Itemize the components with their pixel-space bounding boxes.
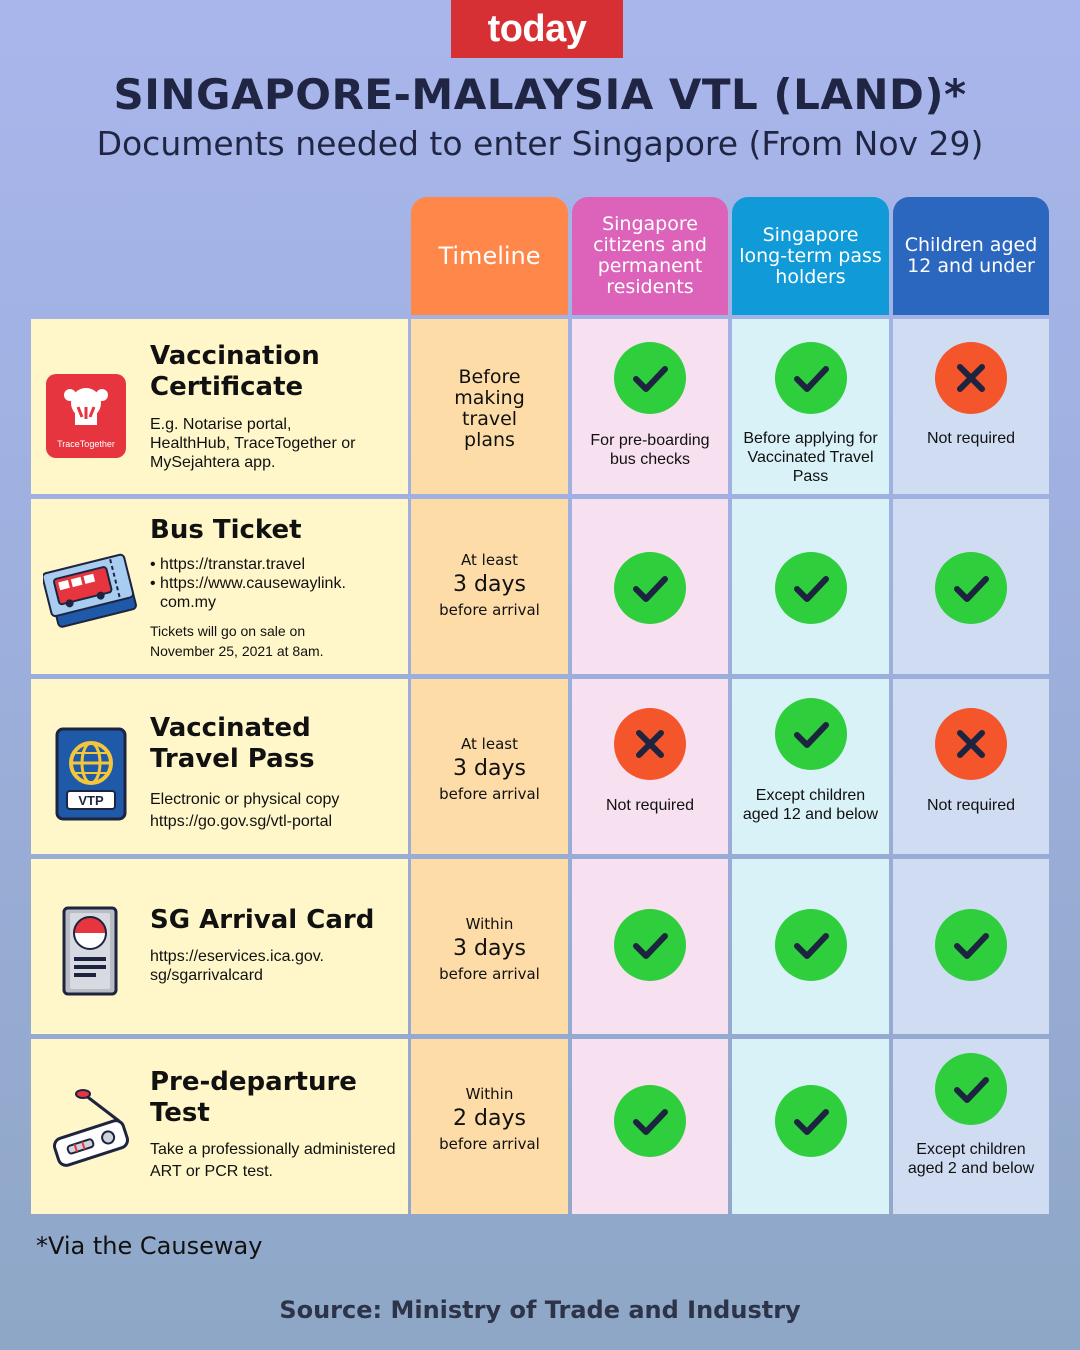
passport-icon bbox=[53, 725, 129, 823]
doc-description[interactable]: https://eservices.ica.gov. sg/sgarrivalcard bbox=[150, 948, 324, 984]
table-row-doc-vaccination-certificate bbox=[31, 319, 408, 494]
status-note: For pre-boarding bus checks bbox=[590, 432, 710, 468]
doc-description: Electronic or physical copy https://go.gov.sg/vtl-portal bbox=[150, 791, 340, 830]
table-row-doc-sg-arrival-card bbox=[31, 859, 408, 1034]
check-icon bbox=[935, 1053, 1007, 1125]
page-title: SINGAPORE-MALAYSIA VTL (LAND)* bbox=[113, 70, 967, 119]
table-cell-long-term-pass bbox=[732, 319, 889, 494]
check-icon bbox=[614, 909, 686, 981]
status-note: Before applying for Vaccinated Travel Pass bbox=[743, 430, 878, 485]
table-cell-children bbox=[893, 679, 1049, 854]
sg-arrival-card-icon bbox=[61, 905, 119, 997]
timeline-text: At least 3 days before arrival bbox=[439, 735, 540, 803]
header-citizens: Singapore citizens and permanent residents bbox=[572, 197, 728, 315]
table-cell-children bbox=[893, 499, 1049, 674]
check-icon bbox=[935, 909, 1007, 981]
doc-title: Pre-departure Test bbox=[150, 1067, 357, 1128]
cross-icon bbox=[614, 708, 686, 780]
header-children: Children aged 12 and under bbox=[893, 197, 1049, 315]
table-cell-long-term-pass bbox=[732, 499, 889, 674]
footnote: *Via the Causeway bbox=[36, 1232, 263, 1260]
check-icon bbox=[775, 342, 847, 414]
table-cell-timeline bbox=[411, 1039, 568, 1214]
check-icon bbox=[935, 552, 1007, 624]
status-note: Not required bbox=[926, 797, 1016, 814]
table-cell-timeline bbox=[411, 679, 568, 854]
table-row-doc-pre-departure-test bbox=[31, 1039, 408, 1214]
check-icon bbox=[775, 698, 847, 770]
table-cell-citizens bbox=[572, 319, 728, 494]
check-icon bbox=[775, 909, 847, 981]
test-kit-icon bbox=[49, 1085, 133, 1169]
doc-description: Take a professionally administered ART or PCR test. bbox=[150, 1141, 396, 1180]
table-cell-citizens bbox=[572, 859, 728, 1034]
table-cell-timeline bbox=[411, 859, 568, 1034]
today-logo: today bbox=[451, 0, 623, 58]
source-credit: Source: Ministry of Trade and Industry bbox=[279, 1296, 801, 1324]
timeline-text: Within 2 days before arrival bbox=[439, 1085, 540, 1153]
table-cell-citizens bbox=[572, 499, 728, 674]
cross-icon bbox=[935, 708, 1007, 780]
header-timeline: Timeline bbox=[411, 197, 568, 315]
link-causewaylink[interactable]: • https://www.causewaylink. bbox=[150, 575, 346, 592]
doc-description: Tickets will go on sale on November 25, 2021 at 8am. bbox=[150, 623, 324, 659]
check-icon bbox=[775, 552, 847, 624]
timeline-text: Before making travel plans bbox=[454, 366, 525, 451]
tracetogether-app-icon bbox=[45, 373, 127, 459]
link-transtar[interactable]: • https://transtar.travel bbox=[150, 556, 305, 573]
status-note: Not required bbox=[605, 797, 695, 814]
vtp-icon-label: VTP bbox=[78, 793, 104, 808]
table-cell-children bbox=[893, 319, 1049, 494]
timeline-text: Within 3 days before arrival bbox=[439, 915, 540, 983]
table-row-doc-bus-ticket bbox=[31, 499, 408, 674]
status-note: Except children aged 2 and below bbox=[907, 1141, 1035, 1177]
check-icon bbox=[775, 1085, 847, 1157]
table-cell-long-term-pass bbox=[732, 1039, 889, 1214]
page-subtitle: Documents needed to enter Singapore (From Nov 29) bbox=[96, 124, 984, 163]
doc-links: • https://transtar.travel • https://www.causewaylink. com.my bbox=[150, 555, 400, 612]
doc-description: E.g. Notarise portal, HealthHub, TraceTogether or MySejahtera app. bbox=[150, 416, 356, 471]
doc-title: Vaccinated Travel Pass bbox=[150, 713, 315, 774]
cross-icon bbox=[935, 342, 1007, 414]
header-long-term-pass: Singapore long-term pass holders bbox=[732, 197, 889, 315]
check-icon bbox=[614, 342, 686, 414]
doc-title: Vaccination Certificate bbox=[150, 341, 320, 402]
doc-title: Bus Ticket bbox=[150, 515, 302, 545]
tracetogether-icon-label: TraceTogether bbox=[57, 439, 115, 449]
table-row-doc-vaccinated-travel-pass bbox=[31, 679, 408, 854]
table-cell-long-term-pass bbox=[732, 859, 889, 1034]
table-cell-children bbox=[893, 1039, 1049, 1214]
doc-title: SG Arrival Card bbox=[150, 905, 375, 935]
table-cell-citizens bbox=[572, 1039, 728, 1214]
table-cell-timeline bbox=[411, 499, 568, 674]
status-note: Except children aged 12 and below bbox=[742, 787, 879, 823]
table-cell-long-term-pass bbox=[732, 679, 889, 854]
table-cell-citizens bbox=[572, 679, 728, 854]
status-note: Not required bbox=[926, 430, 1016, 447]
check-icon bbox=[614, 552, 686, 624]
timeline-text: At least 3 days before arrival bbox=[439, 551, 540, 619]
table-cell-children bbox=[893, 859, 1049, 1034]
table-cell-timeline bbox=[411, 319, 568, 494]
bus-ticket-icon bbox=[43, 551, 137, 629]
check-icon bbox=[614, 1085, 686, 1157]
